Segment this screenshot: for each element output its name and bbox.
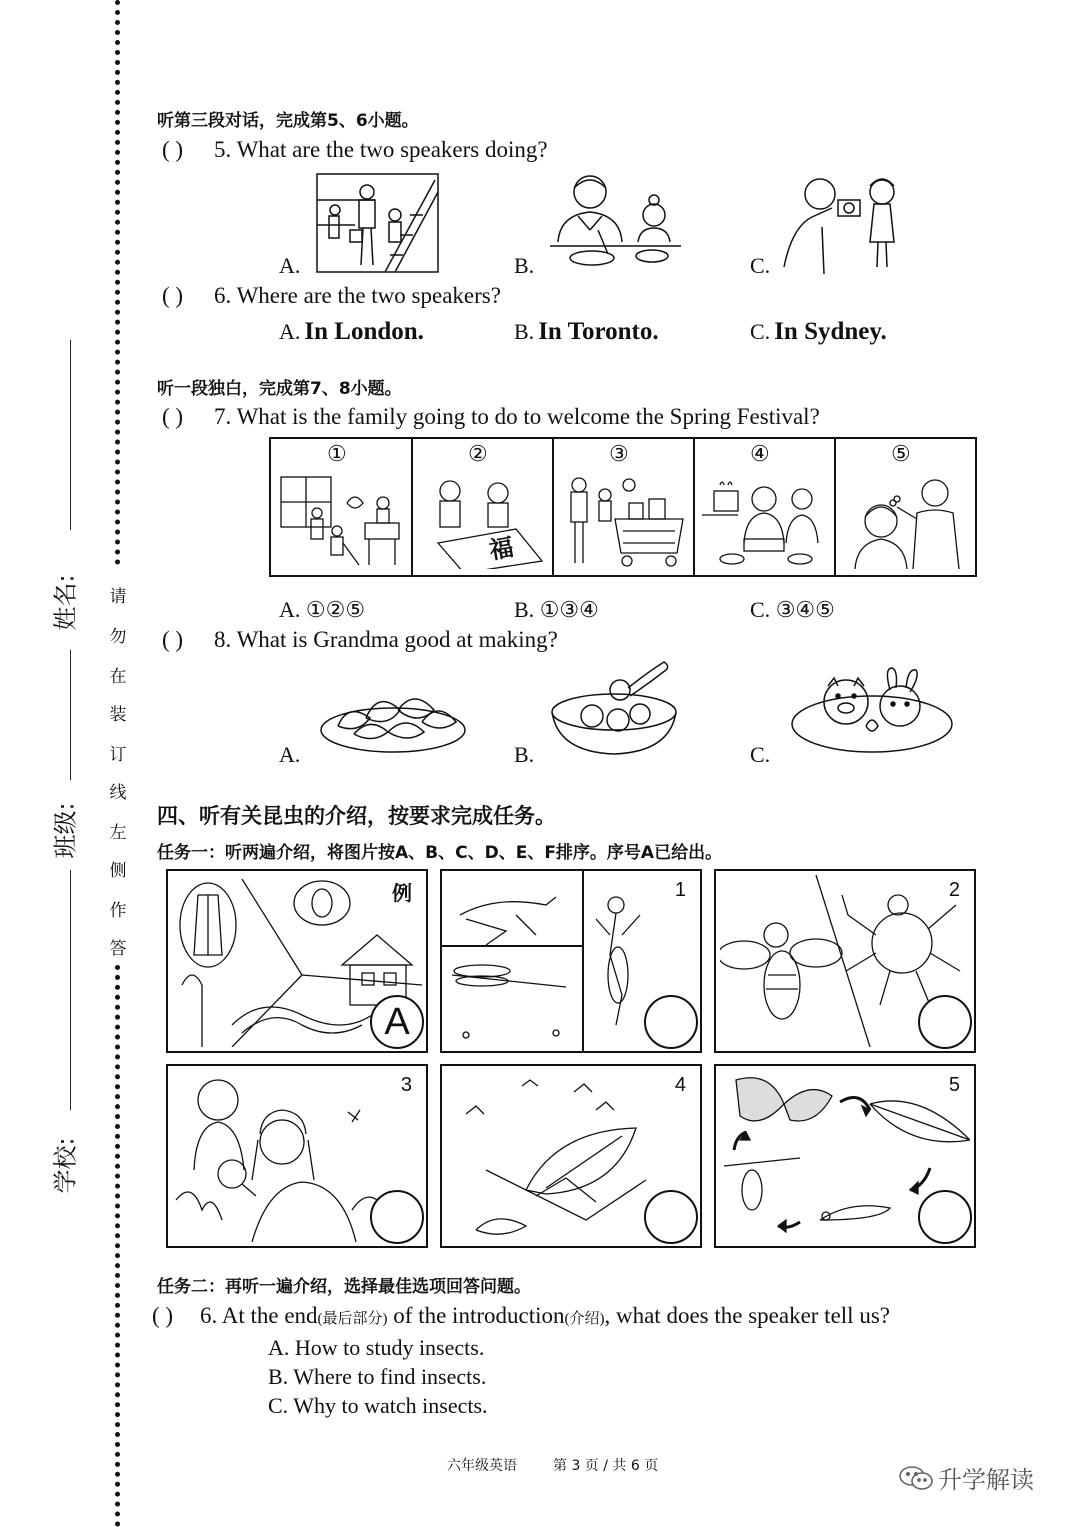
answer-circle[interactable] (918, 1190, 972, 1244)
option-b-label: B. (514, 742, 535, 767)
watermark-text: 升学解读 (938, 1466, 1034, 1494)
cell-number: 例 (392, 881, 412, 905)
name-blank-line (70, 340, 71, 530)
option-letter: A. (279, 319, 301, 344)
cell-number: 1 (674, 879, 686, 901)
question-8 (162, 627, 558, 653)
wechat-icon (898, 1464, 934, 1492)
shopping-cart-icon[interactable] (559, 473, 687, 569)
question-6 (162, 283, 501, 309)
fu-character-icon[interactable] (418, 473, 546, 569)
answer-paren[interactable]: ( ) (162, 137, 184, 162)
option-c[interactable]: C. Why to watch insects. (268, 1393, 488, 1418)
option-letter: B. (514, 319, 535, 344)
fu-character: 福 (487, 533, 516, 565)
question-task2-6 (152, 1303, 890, 1329)
task-1-instruction: 任务一：听两遍介绍，将图片按A、B、C、D、E、F排序。序号A已给出。 (157, 843, 723, 863)
school-label: 学校: (51, 1137, 80, 1194)
answer-paren[interactable]: ( ) (162, 627, 184, 652)
option-c-label: C. (750, 742, 771, 767)
option-c-label: C. (750, 253, 771, 278)
answer-circle[interactable] (644, 995, 698, 1049)
dumplings-icon[interactable] (318, 672, 468, 757)
option-letter: A. (279, 597, 301, 622)
panel-number: ④ (750, 441, 770, 466)
warning-char: 答 (109, 939, 127, 959)
warning-char: 侧 (109, 861, 127, 881)
option-a-label: A. (279, 742, 301, 767)
cooking-icon[interactable] (700, 473, 828, 569)
question-text: 6. Where are the two speakers? (214, 283, 501, 308)
answer-circle[interactable] (918, 995, 972, 1049)
warning-char: 订 (109, 745, 127, 765)
option-c[interactable] (750, 597, 835, 623)
option-a[interactable] (279, 597, 365, 623)
answer-circle[interactable] (370, 1190, 424, 1244)
question-note: (介绍) (564, 1311, 605, 1327)
answer-paren[interactable]: ( ) (162, 404, 184, 429)
panel-number: ② (468, 441, 488, 466)
class-label: 班级: (51, 802, 80, 859)
question-5 (162, 137, 548, 163)
option-text: In Sydney. (774, 318, 887, 345)
option-letter: C. (750, 319, 771, 344)
question-text: 8. What is Grandma good at making? (214, 627, 558, 652)
section-4-title: 四、听有关昆虫的介绍，按要求完成任务。 (157, 804, 556, 828)
warning-char: 在 (109, 667, 127, 687)
cell-number: 3 (400, 1074, 412, 1096)
option-letter: B. (514, 597, 535, 622)
instruction-q7-q8: 听一段独白，完成第7、8小题。 (157, 379, 402, 399)
q7-picture-strip (269, 437, 977, 577)
class-blank-line (70, 650, 71, 780)
question-text: 7. What is the family going to do to welcome the Spring Festival? (214, 404, 820, 429)
option-a[interactable]: A. How to study insects. (268, 1335, 485, 1360)
warning-char: 线 (109, 783, 127, 803)
binding-dotted-line-top (115, 0, 120, 565)
haircut-icon[interactable] (841, 473, 969, 569)
option-b[interactable]: B. Where to find insects. (268, 1364, 487, 1389)
warning-char: 左 (109, 823, 127, 843)
option-b-label: B. (514, 253, 535, 278)
animal-buns-icon[interactable] (788, 664, 956, 756)
photo-scene-icon[interactable] (782, 172, 912, 277)
option-c[interactable] (750, 318, 887, 346)
footer-subject: 六年级英语 (447, 1458, 517, 1474)
panel-number: ⑤ (891, 441, 911, 466)
instruction-q5-q6: 听第三段对话，完成第5、6小题。 (157, 111, 419, 131)
task-2-instruction: 任务二：再听一遍介绍，选择最佳选项回答问题。 (157, 1277, 531, 1297)
insect-picture-2 (714, 869, 976, 1053)
option-b[interactable] (514, 597, 599, 623)
option-text: In Toronto. (538, 318, 659, 345)
answer-circle[interactable] (644, 1190, 698, 1244)
option-text: In London. (304, 318, 424, 345)
option-letter: C. (750, 597, 771, 622)
insect-picture-1 (440, 869, 702, 1053)
question-text: 5. What are the two speakers doing? (214, 137, 548, 162)
tangyuan-icon[interactable] (548, 660, 688, 757)
option-text: ③④⑤ (775, 597, 835, 622)
name-label: 姓名: (51, 574, 80, 631)
eating-scene-icon[interactable] (548, 170, 683, 275)
answer-paren[interactable]: ( ) (162, 283, 184, 308)
divider (411, 439, 413, 575)
warning-char: 作 (109, 901, 127, 921)
option-a-label: A. (279, 253, 301, 278)
warning-char: 装 (109, 705, 127, 725)
divider (834, 439, 836, 575)
insect-picture-3 (166, 1064, 428, 1248)
shopping-scene-icon[interactable] (315, 170, 440, 275)
insect-picture-example (166, 869, 428, 1053)
school-blank-line (70, 870, 71, 1110)
question-text-part: of the introduction (387, 1303, 565, 1328)
cell-number: 2 (948, 879, 960, 901)
insect-picture-5 (714, 1064, 976, 1248)
warning-char: 勿 (109, 627, 127, 647)
answer-paren[interactable]: ( ) (152, 1303, 174, 1328)
warning-char: 请 (109, 587, 127, 607)
panel-number: ③ (609, 441, 629, 466)
insect-picture-4 (440, 1064, 702, 1248)
option-b[interactable] (514, 318, 659, 346)
question-7 (162, 404, 820, 430)
option-text: ①②⑤ (305, 597, 366, 622)
footer-page-number: 第 3 页 / 共 6 页 (553, 1458, 659, 1474)
divider (693, 439, 695, 575)
option-a[interactable] (279, 318, 424, 346)
question-text-part: , what does the speaker tell us? (604, 1303, 890, 1328)
question-note: (最后部分) (317, 1311, 388, 1327)
divider (552, 439, 554, 575)
answer-circle-given: A (370, 995, 424, 1049)
cell-number: 5 (948, 1074, 960, 1096)
binding-dotted-line-bottom (115, 965, 120, 1527)
option-text: ①③④ (539, 597, 599, 622)
question-text-part: 6. At the end (200, 1303, 318, 1328)
cleaning-house-icon[interactable] (277, 473, 405, 569)
panel-number: ① (327, 441, 347, 466)
cell-number: 4 (674, 1074, 686, 1096)
